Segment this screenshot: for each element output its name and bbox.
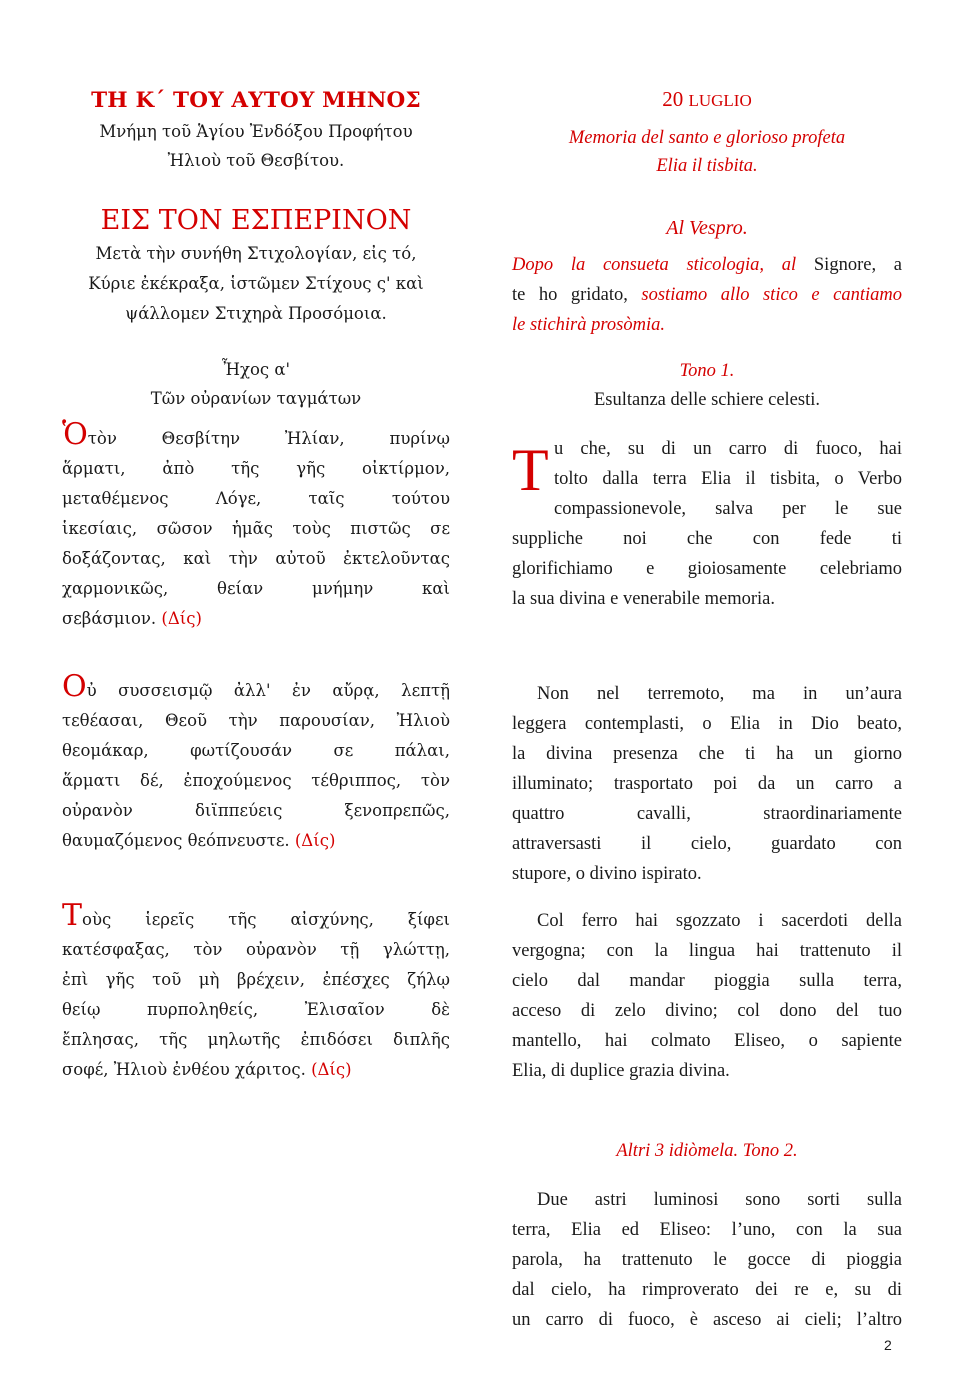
italian-vespers-section: [512, 214, 902, 340]
repeat-marker: (Δίς): [311, 1060, 352, 1079]
greek-sticheron-2-first-line: Οὐ συσσεισμῷ ἀλλ' ἐν αὔρᾳ, λεπτῇ: [62, 669, 450, 704]
italian-sticheron-2-line: quattro cavalli, straordinariamente: [512, 804, 902, 824]
italian-idiomela-title-block: [512, 1137, 902, 1165]
italian-sticheron-2-line: attraversasti il cielo, guardato con: [512, 834, 902, 854]
greek-vespers-section: [62, 203, 450, 329]
italian-sticheron-2: [512, 679, 902, 889]
greek-sticheron-2-initial: Ο: [62, 669, 87, 704]
italian-sticheron-3-line: cielo dal mandar pioggia sulla terra,: [512, 971, 902, 991]
greek-header: [62, 88, 450, 175]
greek-sticheron-3-initial: Τ: [62, 898, 83, 933]
italian-vespers-title: Al Vespro.: [666, 217, 748, 239]
greek-model-melody: Τῶν οὐρανίων ταγμάτων: [150, 389, 362, 408]
greek-sticheron-1-first-line: Ὁτὸν Θεσβίτην Ἠλίαν, πυρίνῳ: [62, 417, 450, 452]
italian-sticheron-1-line: u che, su di un carro di fuoco, hai: [554, 439, 902, 459]
greek-memory-line-1: Μνήμη τοῦ Ἁγίου Ἐνδόξου Προφήτου: [99, 122, 413, 141]
greek-sticheron-1-last-line: σεβάσμιον. (Δίς): [62, 609, 202, 628]
italian-sticheron-2-line: leggera contemplasti, o Elia in Dio beato,: [512, 714, 902, 734]
greek-vespers-title: ΕΙΣ ΤΟΝ ΕΣΠΕΡΙΝΟΝ: [100, 205, 412, 236]
italian-header: [512, 86, 902, 180]
greek-sticheron-1-line: μεταθέμενος Λόγε, ταῖς τούτου: [62, 489, 450, 508]
page-number: 2: [884, 1337, 892, 1353]
greek-sticheron-1: [62, 417, 450, 634]
italian-sticheron-3: [512, 906, 902, 1086]
italian-model-melody: Esultanza delle schiere celesti.: [593, 390, 820, 410]
greek-sticheron-3-line: θείῳ πυρποληθείς, Ἐλισαῖον δὲ: [62, 1000, 450, 1019]
greek-sticheron-2-line: θεομάκαρ, φωτίζουσάν σε πάλαι,: [62, 741, 450, 760]
italian-sticheron-1-line: glorifichiamo e gioiosamente celebriamo: [512, 559, 902, 579]
greek-rubric-line-2: Κύριε ἐκέκραξα, ἱστῶμεν Στίχους ς' καὶ: [88, 274, 424, 293]
italian-idiomelon-1-first-line: Due astri luminosi sono sorti sulla: [537, 1190, 902, 1210]
greek-sticheron-3-first-line: Τοὺς ἱερεῖς τῆς αἰσχύνης, ξίφει: [62, 898, 450, 933]
italian-memory-line-1: Memoria del santo e glorioso profeta: [568, 128, 846, 148]
greek-feast-title: ΤΗ Κ΄ ΤΟΥ ΑΥΤΟΥ ΜΗΝΟΣ: [91, 88, 421, 113]
italian-sticheron-1: [512, 434, 902, 614]
greek-sticheron-1-line: ἅρματι, ἀπὸ τῆς γῆς οἰκτίρμον,: [62, 459, 450, 478]
italian-feast-title: 20 LUGLIO: [662, 87, 752, 111]
italian-sticheron-3-line: mantello, hai colmato Eliseo, o sapiente: [512, 1031, 902, 1051]
greek-sticheron-1-line: χαρμονικῶς, θείαν μνήμην καὶ: [62, 579, 450, 598]
greek-sticheron-3-line: κατέσφαξας, τὸν οὐρανὸν τῇ γλώττῃ,: [62, 940, 450, 959]
repeat-marker: (Δίς): [161, 609, 202, 628]
italian-rubric-line-1: Dopo la consueta sticologia, al Signore, a: [512, 255, 903, 275]
italian-sticheron-3-last-line: Elia, di duplice grazia divina.: [512, 1061, 730, 1081]
italian-sticheron-2-line: la divina presenza che ti ha un giorno: [512, 744, 902, 764]
italian-idiomelon-1-line: terra, Elia ed Eliseo: l’uno, con la sua: [512, 1220, 902, 1240]
italian-sticheron-3-line: vergogna; con la lingua hai trattenuto il: [512, 941, 902, 961]
greek-sticheron-2-line: ἅρματι δέ, ἐποχούμενος τέθριππος, τὸν: [62, 771, 450, 790]
italian-memory-line-2: Elia il tisbita.: [656, 156, 758, 176]
greek-sticheron-2: [62, 669, 450, 856]
italian-idiomelon-1-line: un carro di fuoco, è asceso ai cieli; l’altro: [512, 1310, 902, 1330]
italian-idiomelon-1: [512, 1185, 902, 1335]
greek-sticheron-2-line: οὐρανὸν διϊππεύεις ξενοπρεπῶς,: [62, 801, 450, 820]
greek-sticheron-1-initial: Ὁ: [62, 417, 88, 452]
greek-sticheron-3-line: ἔπλησας, τῆς μηλωτῆς ἐπιδόσει διπλῆς: [62, 1030, 450, 1049]
italian-tone-block: [512, 357, 902, 415]
greek-rubric-line-1: Μετὰ τὴν συνήθη Στιχολογίαν, εἰς τό,: [95, 244, 417, 263]
italian-sticheron-2-first-line: Non nel terremoto, ma in un’aura: [537, 684, 902, 704]
greek-tone: Ἦχος α': [221, 360, 291, 379]
italian-sticheron-1-line: compassionevole, salva per le sue: [554, 499, 902, 519]
greek-sticheron-3-line: ἐπὶ γῆς τοῦ μὴ βρέχειν, ἐπέσχες ζήλῳ: [62, 970, 450, 989]
italian-sticheron-1-initial: T: [512, 437, 549, 503]
greek-sticheron-2-line: τεθέασαι, Θεοῦ τὴν παρουσίαν, Ἠλιοὺ: [62, 711, 450, 730]
greek-sticheron-1-line: δοξάζοντας, καὶ τὴν αὐτοῦ ἐκτελοῦντας: [62, 549, 450, 568]
italian-rubric-line-2: te ho gridato, sostiamo allo stico e cantiamo: [512, 285, 902, 305]
italian-idiomelon-1-line: dal cielo, ha rimproverato dei re e, su di: [512, 1280, 902, 1300]
italian-idiomelon-1-line: parola, ha trattenuto le gocce di pioggia: [512, 1250, 902, 1270]
greek-sticheron-1-line: ἱκεσίαις, σῶσον ἡμᾶς τοὺς πιστῶς σε: [62, 519, 450, 538]
italian-sticheron-1-line: suppliche noi che con fede ti: [512, 529, 902, 549]
italian-rubric-line-3: le stichirà prosòmia.: [512, 315, 665, 335]
greek-memory-line-2: Ἠλιοὺ τοῦ Θεσβίτου.: [167, 151, 345, 170]
italian-sticheron-3-first-line: Col ferro hai sgozzato i sacerdoti della: [537, 911, 902, 931]
greek-sticheron-2-last-line: θαυμαζόμενος θεόπνευστε. (Δίς): [62, 831, 336, 850]
italian-sticheron-1-last-line: la sua divina e venerabile memoria.: [512, 589, 776, 609]
italian-idiomela-title: Altri 3 idiòmela. Tono 2.: [616, 1141, 798, 1161]
greek-rubric-line-3: ψάλλομεν Στιχηρὰ Προσόμοια.: [125, 304, 387, 323]
italian-tone: Tono 1.: [679, 361, 735, 381]
greek-sticheron-3: [62, 898, 450, 1085]
greek-tone-block: [62, 355, 450, 413]
repeat-marker: (Δίς): [294, 831, 336, 850]
italian-sticheron-2-line: illuminato; trasportato poi da un carro a: [512, 774, 902, 794]
italian-sticheron-1-line: tolto dalla terra Elia il tisbita, o Verbo: [554, 469, 902, 489]
italian-sticheron-3-line: acceso di zelo divino; col dono del tuo: [512, 1001, 902, 1021]
greek-sticheron-3-last-line: σοφέ, Ἠλιοὺ ἐνθέου χάριτος. (Δίς): [62, 1060, 352, 1079]
italian-sticheron-2-last-line: stupore, o divino ispirato.: [512, 864, 702, 884]
